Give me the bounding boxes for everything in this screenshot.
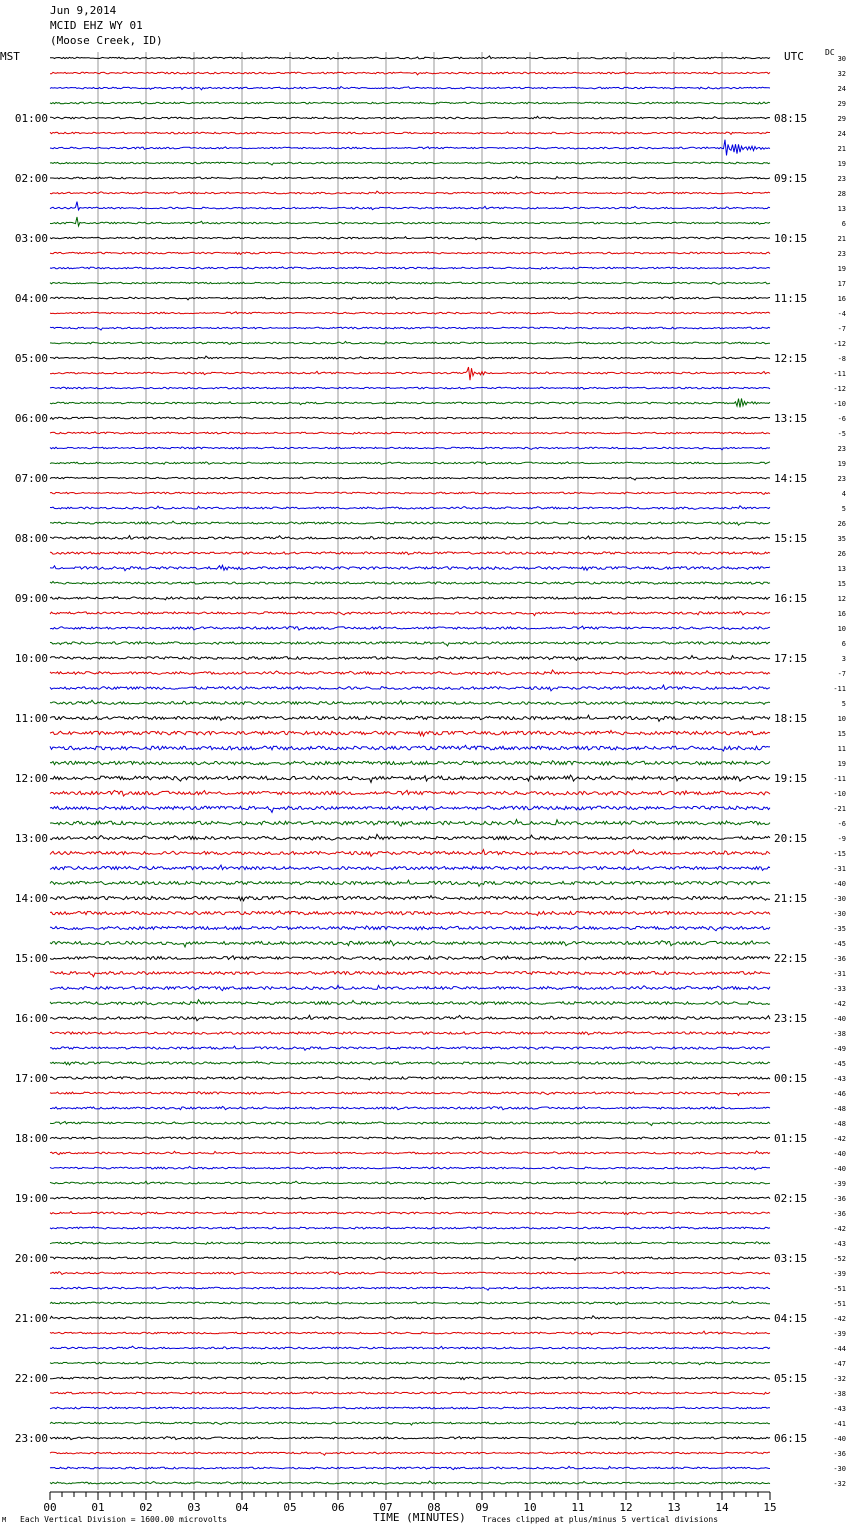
utc-hour-label: 17:15 [774,652,808,665]
utc-axis-label: UTC [784,50,804,63]
dc-offset-label: 12 [837,595,846,603]
dc-offset-label: 19 [837,265,846,273]
dc-offset-label: 10 [837,715,846,723]
dc-offset-label: 6 [841,640,846,648]
utc-hour-label: 23:15 [774,1012,808,1025]
seismic-trace [50,1257,770,1260]
dc-offset-label: -47 [833,1360,846,1368]
seismic-trace [50,327,770,330]
dc-offset-label: -30 [833,1465,846,1473]
seismic-trace [50,87,770,90]
seismic-trace [50,745,770,751]
seismic-trace [50,1422,770,1426]
minute-tick-label: 08 [427,1501,441,1514]
utc-hour-label: 05:15 [774,1372,808,1385]
utc-hour-label: 16:15 [774,592,808,605]
seismic-trace [50,715,770,721]
seismic-trace [50,1377,770,1380]
dc-offset-label: -30 [833,895,846,903]
utc-hour-label: 14:15 [774,472,808,485]
dc-offset-label: -36 [833,1450,846,1458]
mst-hour-label: 21:00 [14,1312,48,1325]
seismic-trace [50,626,770,630]
mst-axis-label: MST [0,50,20,63]
dc-offset-label: 23 [837,445,846,453]
dc-offset-label: -39 [833,1270,846,1278]
seismic-trace [50,820,770,827]
dc-offset-label: 26 [837,520,846,528]
seismic-trace [50,1242,770,1245]
seismic-trace [50,341,770,344]
utc-hour-label: 09:15 [774,172,808,185]
dc-offset-label: -38 [833,1390,846,1398]
dc-offset-label: -11 [833,685,846,693]
utc-hour-label: 22:15 [774,952,808,965]
dc-offset-label: -43 [833,1240,846,1248]
dc-offset-label: -30 [833,910,846,918]
minute-tick-label: 04 [235,1501,249,1514]
seismic-trace [50,1046,770,1050]
mst-hour-label: 01:00 [14,112,48,125]
seismic-trace [50,642,770,647]
utc-hour-label: 12:15 [774,352,808,365]
seismic-trace [50,191,770,194]
mst-hour-label: 20:00 [14,1252,48,1265]
seismic-trace [50,399,770,408]
minute-tick-label: 06 [331,1501,345,1514]
dc-offset-label: -45 [833,940,846,948]
seismic-trace [50,1301,770,1304]
mst-hour-label: 14:00 [14,892,48,905]
mst-hour-label: 09:00 [14,592,48,605]
seismic-trace [50,670,770,675]
dc-offset-label: 21 [837,235,846,243]
seismic-trace [50,985,770,990]
dc-offset-label: 15 [837,580,846,588]
dc-offset-label: 29 [837,100,846,108]
seismic-trace [50,700,770,704]
mst-hour-label: 13:00 [14,832,48,845]
seismic-trace [50,1392,770,1395]
utc-hour-label: 08:15 [774,112,808,125]
seismic-trace [50,1166,770,1169]
seismic-trace [50,432,770,435]
dc-offset-label: -42 [833,1000,846,1008]
seismic-trace [50,896,770,901]
dc-offset-label: -40 [833,1015,846,1023]
mst-hour-label: 16:00 [14,1012,48,1025]
utc-hour-label: 18:15 [774,712,808,725]
utc-hour-label: 19:15 [774,772,808,785]
dc-offset-label: -43 [833,1405,846,1413]
seismic-trace [50,492,770,494]
seismic-trace [50,611,770,615]
seismic-trace [50,140,770,156]
dc-offset-label: -31 [833,970,846,978]
clip-note: Traces clipped at plus/minus 5 vertical divisions [482,1515,719,1524]
dc-offset-label: -36 [833,1210,846,1218]
minute-tick-label: 09 [475,1501,489,1514]
minute-tick-label: 15 [763,1501,777,1514]
seismic-trace [50,267,770,270]
seismic-trace [50,1197,770,1199]
seismic-trace [50,1331,770,1335]
seismic-trace [50,1346,770,1349]
dc-offset-label: -51 [833,1285,846,1293]
seismic-trace [50,552,770,555]
seismic-trace [50,417,770,420]
minute-tick-label: 11 [571,1501,585,1514]
seismic-trace [50,506,770,510]
seismic-trace [50,597,770,600]
footer-mark: M [2,1516,7,1524]
dc-offset-label: -12 [833,340,846,348]
dc-offset-label: -8 [837,355,846,363]
minute-tick-label: 05 [283,1501,297,1514]
dc-offset-label: 24 [837,85,846,93]
dc-offset-label: 10 [837,625,846,633]
seismic-trace [50,880,770,886]
seismic-trace [50,761,770,766]
seismic-trace [50,521,770,525]
seismic-trace [50,1227,770,1229]
seismic-trace [50,297,770,300]
seismic-trace [50,102,770,105]
dc-offset-label: -43 [833,1075,846,1083]
seismic-trace [50,926,770,931]
seismic-trace [50,536,770,540]
dc-offset-label: -6 [837,415,846,423]
seismic-trace [50,790,770,796]
seismic-trace [50,1212,770,1215]
dc-offset-label: -31 [833,865,846,873]
dc-offset-label: 17 [837,280,846,288]
dc-offset-label: -6 [837,820,846,828]
mst-hour-label: 12:00 [14,772,48,785]
seismic-trace [50,1407,770,1409]
mst-hour-label: 11:00 [14,712,48,725]
utc-hour-label: 02:15 [774,1192,808,1205]
dc-offset-label: -7 [837,325,846,333]
mst-hour-label: 15:00 [14,952,48,965]
dc-offset-label: -49 [833,1045,846,1053]
mst-hour-label: 17:00 [14,1072,48,1085]
dc-offset-label: -32 [833,1375,846,1383]
seismic-trace [50,1092,770,1096]
mst-hour-label: 18:00 [14,1132,48,1145]
seismic-trace [50,1121,770,1125]
dc-offset-label: -32 [833,1480,846,1488]
dc-offset-label: 19 [837,160,846,168]
dc-offset-label: 5 [841,505,846,513]
dc-offset-label: -36 [833,955,846,963]
dc-label: DC [825,48,835,57]
dc-offset-label: -12 [833,385,846,393]
utc-hour-label: 11:15 [774,292,808,305]
seismic-trace [50,806,770,812]
dc-offset-label: 5 [841,700,846,708]
dc-offset-label: 23 [837,475,846,483]
seismic-trace [50,1151,770,1155]
seismic-trace [50,1061,770,1065]
seismic-trace [50,956,770,960]
dc-offset-label: -40 [833,1435,846,1443]
mst-hour-label: 06:00 [14,412,48,425]
dc-offset-label: -52 [833,1255,846,1263]
dc-offset-label: -9 [837,835,846,843]
mst-hour-label: 19:00 [14,1192,48,1205]
mst-hour-label: 05:00 [14,352,48,365]
seismic-trace [50,865,770,870]
seismic-trace [50,1272,770,1275]
seismic-trace [50,850,770,857]
mst-hour-label: 22:00 [14,1372,48,1385]
seismic-trace [50,1032,770,1035]
seismic-trace [50,217,770,226]
dc-offset-label: -42 [833,1135,846,1143]
dc-offset-label: 13 [837,205,846,213]
dc-offset-label: 24 [837,130,846,138]
seismic-trace [50,387,770,389]
dc-offset-label: 19 [837,460,846,468]
mst-hour-label: 10:00 [14,652,48,665]
seismic-trace [50,162,770,165]
seismic-trace [50,1000,770,1005]
minute-tick-label: 02 [139,1501,153,1514]
seismic-trace [50,72,770,75]
mst-hour-label: 08:00 [14,532,48,545]
utc-hour-label: 03:15 [774,1252,808,1265]
dc-offset-label: -38 [833,1030,846,1038]
dc-offset-label: -11 [833,370,846,378]
dc-offset-label: -46 [833,1090,846,1098]
dc-offset-label: -7 [837,670,846,678]
dc-offset-label: 32 [837,70,846,78]
dc-offset-label: -42 [833,1315,846,1323]
seismic-trace [50,56,770,59]
seismic-trace [50,1362,770,1365]
seismic-trace [50,1015,770,1020]
dc-offset-label: 4 [841,490,846,498]
dc-offset-label: -41 [833,1420,846,1428]
minute-tick-label: 13 [667,1501,681,1514]
dc-offset-label: -40 [833,1165,846,1173]
seismic-trace [50,1137,770,1139]
seismic-trace [50,730,770,736]
dc-offset-label: 21 [837,145,846,153]
seismic-trace [50,356,770,359]
dc-offset-label: -4 [837,310,846,318]
location-label: (Moose Creek, ID) [50,34,163,47]
dc-offset-label: 16 [837,610,846,618]
dc-offset-label: 28 [837,190,846,198]
seismic-trace [50,685,770,691]
dc-offset-label: -36 [833,1195,846,1203]
dc-offset-label: 6 [841,220,846,228]
minute-tick-label: 10 [523,1501,537,1514]
dc-offset-label: -11 [833,775,846,783]
utc-hour-label: 10:15 [774,232,808,245]
dc-offset-label: -45 [833,1060,846,1068]
dc-offset-label: -40 [833,1150,846,1158]
mst-hour-label: 02:00 [14,172,48,185]
dc-offset-label: -42 [833,1225,846,1233]
dc-offset-label: -48 [833,1105,846,1113]
date-label: Jun 9,2014 [50,4,117,17]
seismic-trace [50,252,770,255]
dc-offset-label: 23 [837,175,846,183]
dc-offset-label: 35 [837,535,846,543]
dc-offset-label: -51 [833,1300,846,1308]
dc-offset-label: 23 [837,250,846,258]
dc-offset-label: -35 [833,925,846,933]
minute-tick-label: 03 [187,1501,201,1514]
seismic-trace [50,447,770,450]
seismic-trace [50,941,770,947]
seismic-trace [50,775,770,782]
dc-offset-label: 19 [837,760,846,768]
mst-hour-label: 04:00 [14,292,48,305]
seismic-trace [50,972,770,977]
mst-hour-label: 03:00 [14,232,48,245]
seismic-trace [50,132,770,135]
dc-offset-label: 30 [837,55,846,63]
dc-offset-label: 16 [837,295,846,303]
seismic-trace [50,1481,770,1484]
seismic-trace [50,656,770,661]
dc-offset-label: 29 [837,115,846,123]
dc-offset-label: 15 [837,730,846,738]
utc-hour-label: 00:15 [774,1072,808,1085]
dc-offset-label: -5 [837,430,846,438]
minute-tick-label: 01 [91,1501,105,1514]
utc-hour-label: 21:15 [774,892,808,905]
utc-hour-label: 13:15 [774,412,808,425]
seismic-trace [50,237,770,240]
dc-offset-label: -40 [833,880,846,888]
minute-tick-label: 07 [379,1501,393,1514]
minute-tick-label: 14 [715,1501,729,1514]
station-label: MCID EHZ WY 01 [50,19,143,32]
seismic-trace [50,176,770,179]
dc-offset-label: -15 [833,850,846,858]
utc-hour-label: 06:15 [774,1432,808,1445]
seismic-trace [50,1316,770,1320]
dc-offset-label: -10 [833,790,846,798]
dc-offset-label: 11 [837,745,846,753]
dc-offset-label: 13 [837,565,846,573]
mst-hour-label: 07:00 [14,472,48,485]
seismic-trace [50,1437,770,1440]
seismic-trace [50,1287,770,1290]
seismic-trace [50,312,770,314]
dc-offset-label: -21 [833,805,846,813]
x-axis-label: TIME (MINUTES) [373,1511,466,1524]
utc-hour-label: 04:15 [774,1312,808,1325]
mst-hour-label: 23:00 [14,1432,48,1445]
minute-tick-label: 12 [619,1501,633,1514]
seismic-trace [50,1106,770,1109]
seismic-trace [50,1452,770,1455]
dc-offset-label: 26 [837,550,846,558]
scale-note: Each Vertical Division = 1600.00 microvolts [20,1515,228,1524]
utc-hour-label: 01:15 [774,1132,808,1145]
seismic-trace [50,582,770,585]
dc-offset-label: -33 [833,985,846,993]
seismic-trace [50,1181,770,1184]
dc-offset-label: -39 [833,1330,846,1338]
dc-offset-label: -48 [833,1120,846,1128]
seismic-trace [50,282,770,284]
seismic-trace [50,116,770,119]
utc-hour-label: 15:15 [774,532,808,545]
dc-offset-label: -44 [833,1345,846,1353]
seismic-trace [50,565,770,570]
seismic-trace [50,477,770,480]
minute-tick-label: 00 [43,1501,57,1514]
seismic-trace [50,462,770,465]
seismic-trace [50,1076,770,1079]
dc-offset-label: -10 [833,400,846,408]
seismic-trace [50,202,770,210]
seismic-trace [50,911,770,916]
utc-hour-label: 20:15 [774,832,808,845]
dc-offset-label: 3 [841,655,846,663]
dc-offset-label: -39 [833,1180,846,1188]
seismic-trace [50,834,770,840]
seismic-trace [50,1466,770,1469]
seismic-trace [50,367,770,380]
